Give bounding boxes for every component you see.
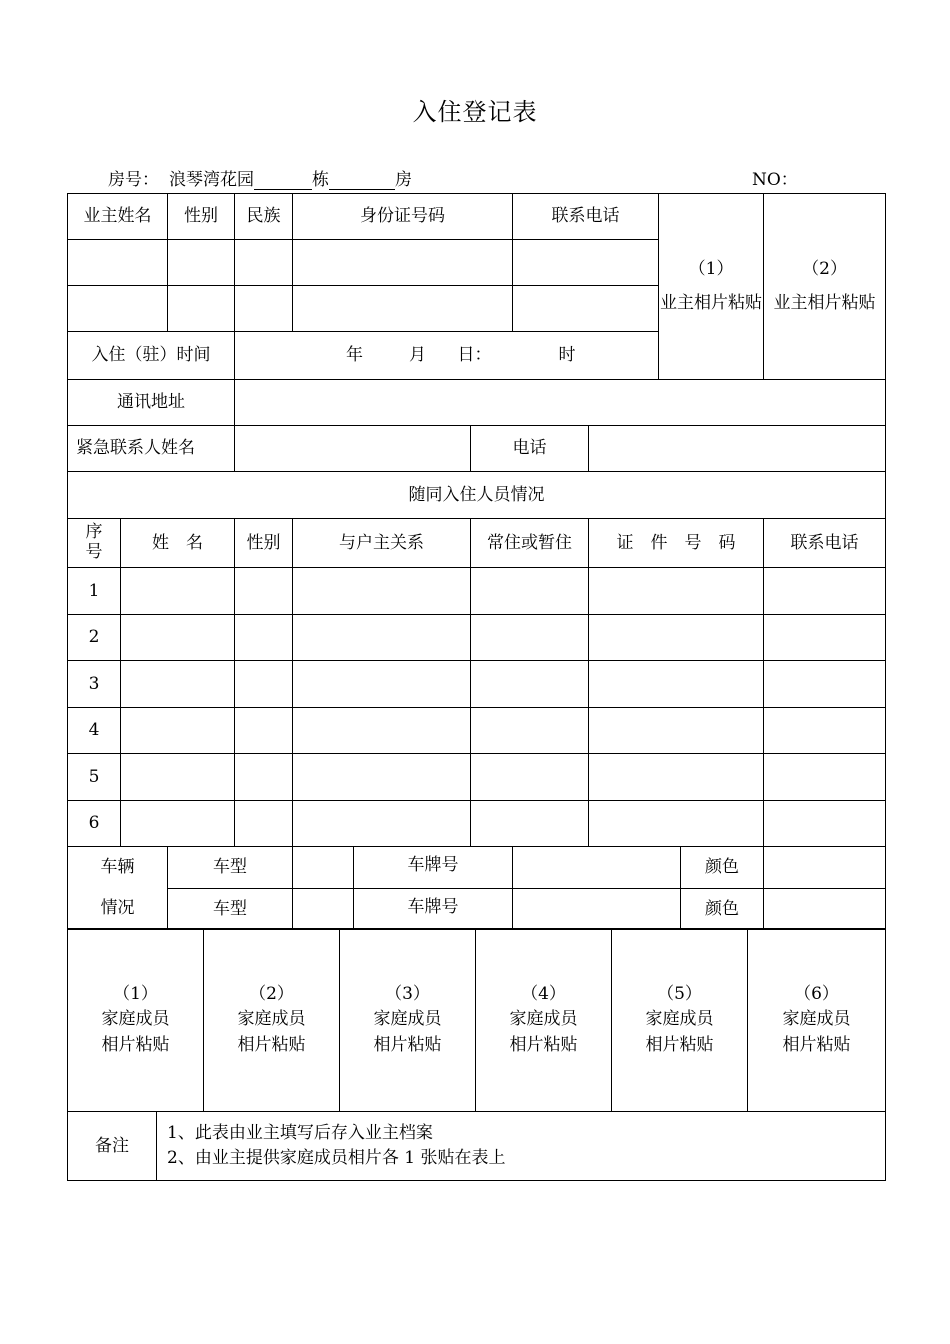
residence-type-cell[interactable] [471,661,589,708]
family-photo-line1: 家庭成员 [645,1009,714,1030]
companion-phone-cell[interactable] [764,568,886,615]
companion-name-cell[interactable] [121,568,235,615]
family-photo-line1: 家庭成员 [237,1009,306,1030]
companion-phone-cell[interactable] [764,801,886,847]
family-photo-num: （4） [521,983,566,1004]
residence-type-cell[interactable] [471,615,589,661]
id-number-cell[interactable] [589,754,764,801]
vehicle-plate-cell[interactable] [513,847,681,889]
form-number-label: NO： [752,170,798,190]
family-photo-num: （6） [794,983,839,1004]
owner-id-cell[interactable] [293,240,513,286]
companions-title: 随同入住人员情况 [68,472,886,519]
companion-gender-header: 性别 [235,519,293,568]
emergency-phone-label: 电话 [471,426,589,472]
owner-name-header: 业主姓名 [68,194,168,240]
companion-gender-cell[interactable] [235,754,293,801]
id-number-cell[interactable] [589,615,764,661]
building-blank[interactable] [254,171,312,190]
owner-ethnicity-cell[interactable] [235,240,293,286]
remarks-table [67,1111,886,1181]
owner-phone-cell[interactable] [513,240,659,286]
family-photo-num: （2） [249,983,294,1004]
vehicle-color-cell[interactable] [764,847,886,889]
row-number: 5 [68,754,121,801]
address-label: 通讯地址 [68,380,235,426]
family-photo-slot[interactable] [612,929,748,1112]
vehicle-model-cell[interactable] [293,888,354,929]
vehicle-model-label: 车型 [168,888,293,929]
companion-gender-cell[interactable] [235,708,293,754]
room-number-line [108,165,412,190]
room-blank[interactable] [329,171,395,190]
companion-phone-cell[interactable] [764,615,886,661]
companion-name-header: 姓 名 [121,519,235,568]
family-photo-num: （5） [657,983,702,1004]
companion-phone-cell[interactable] [764,754,886,801]
residence-type-cell[interactable] [471,754,589,801]
residence-type-cell[interactable] [471,801,589,847]
building-suffix: 栋 [312,170,329,190]
vehicle-label [68,847,168,930]
id-number-cell[interactable] [589,708,764,754]
remarks-line: 1、此表由业主填写后存入业主档案 [167,1122,433,1143]
table-row [68,708,886,754]
vehicle-label-line2: 情况 [100,897,135,918]
relationship-cell[interactable] [293,615,471,661]
vehicle-plate-label: 车牌号 [354,847,513,889]
owner-name-cell[interactable] [68,240,168,286]
remarks-content [157,1112,886,1181]
year-label: 年 [346,345,364,366]
family-photo-line2: 相片粘贴 [782,1034,851,1055]
companion-name-cell[interactable] [121,708,235,754]
owner-id-header: 身份证号码 [293,194,513,240]
vehicle-color-label: 颜色 [681,888,764,929]
address-field[interactable] [235,380,886,426]
relationship-cell[interactable] [293,661,471,708]
family-photo-slot[interactable] [748,929,886,1112]
owner-gender-header: 性别 [168,194,235,240]
owner-ethnicity-cell[interactable] [235,286,293,332]
residence-type-cell[interactable] [471,708,589,754]
owner-name-cell[interactable] [68,286,168,332]
companion-phone-header: 联系电话 [764,519,886,568]
id-number-cell[interactable] [589,801,764,847]
seq-header: 序号 [68,519,121,568]
owner-id-cell[interactable] [293,286,513,332]
companion-phone-cell[interactable] [764,708,886,754]
residence-type-cell[interactable] [471,568,589,615]
id-number-header: 证 件 号 码 [589,519,764,568]
row-number: 1 [68,568,121,615]
table-row [68,661,886,708]
relationship-cell[interactable] [293,568,471,615]
vehicle-plate-cell[interactable] [513,888,681,929]
relationship-cell[interactable] [293,801,471,847]
month-label: 月 [409,345,427,366]
owner-photo-1[interactable] [659,194,764,380]
checkin-time-label: 入住（驻）时间 [68,332,235,380]
family-photo-line2: 相片粘贴 [509,1034,578,1055]
family-photo-slot[interactable] [68,929,204,1112]
companion-name-cell[interactable] [121,801,235,847]
remarks-line: 2、由业主提供家庭成员相片各 1 张贴在表上 [167,1148,506,1168]
row-number: 2 [68,615,121,661]
day-label: 日： [457,345,492,366]
row-number: 6 [68,801,121,847]
emergency-phone-field[interactable] [589,426,886,472]
family-photo-line2: 相片粘贴 [101,1034,170,1055]
owner-photo-1-label: 业主相片粘贴 [660,292,763,313]
companion-gender-cell[interactable] [235,615,293,661]
companion-gender-cell[interactable] [235,801,293,847]
family-photo-slot[interactable] [204,929,340,1112]
row-number: 3 [68,661,121,708]
vehicle-label-line1: 车辆 [100,857,135,877]
vehicle-model-cell[interactable] [293,847,354,889]
vehicle-plate-label: 车牌号 [354,888,513,929]
family-photo-line1: 家庭成员 [101,1009,170,1030]
companion-phone-cell[interactable] [764,661,886,708]
family-photo-num: （1） [113,983,158,1004]
family-photo-line2: 相片粘贴 [645,1034,714,1055]
family-photo-line1: 家庭成员 [373,1009,442,1030]
family-photo-line2: 相片粘贴 [237,1034,306,1055]
owner-gender-cell[interactable] [168,286,235,332]
owner-photo-1-num: （1） [688,259,734,279]
hour-label: 时 [558,345,576,366]
family-photo-line1: 家庭成员 [782,1009,851,1030]
owner-phone-header: 联系电话 [513,194,659,240]
remarks-label: 备注 [68,1112,157,1181]
emergency-contact-label: 紧急联系人姓名 [68,426,235,472]
companion-gender-cell[interactable] [235,568,293,615]
relationship-header: 与户主关系 [293,519,471,568]
owner-photo-2-label: 业主相片粘贴 [773,292,876,313]
vehicle-model-label: 车型 [168,847,293,889]
table-row [68,615,886,661]
companion-name-cell[interactable] [121,615,235,661]
estate-name: 浪琴湾花园 [169,170,254,190]
emergency-contact-field[interactable] [235,426,471,472]
family-photo-num: （3） [385,983,430,1004]
registration-table [67,193,886,930]
owner-ethnicity-header: 民族 [235,194,293,240]
companion-name-cell[interactable] [121,754,235,801]
room-label: 房号： [108,170,159,190]
vehicle-color-cell[interactable] [764,888,886,929]
table-row [68,801,886,847]
family-photo-slot[interactable] [340,929,476,1112]
family-photo-slot[interactable] [476,929,612,1112]
family-photo-line2: 相片粘贴 [373,1034,442,1055]
checkin-time-field[interactable] [235,332,659,380]
companion-name-cell[interactable] [121,661,235,708]
owner-gender-cell[interactable] [168,240,235,286]
vehicle-color-label: 颜色 [681,847,764,889]
owner-photo-2[interactable] [764,194,886,380]
row-number: 4 [68,708,121,754]
relationship-cell[interactable] [293,754,471,801]
owner-phone-cell[interactable] [513,286,659,332]
room-suffix: 房 [395,170,412,190]
residence-type-header: 常住或暂住 [471,519,589,568]
companion-gender-cell[interactable] [235,661,293,708]
table-row [68,754,886,801]
id-number-cell[interactable] [589,568,764,615]
form-title: 入住登记表 [412,98,538,126]
relationship-cell[interactable] [293,708,471,754]
id-number-cell[interactable] [589,661,764,708]
owner-photo-2-num: （2） [802,259,847,279]
family-photo-line1: 家庭成员 [509,1009,578,1030]
table-row [68,568,886,615]
family-photo-table [67,928,886,1112]
